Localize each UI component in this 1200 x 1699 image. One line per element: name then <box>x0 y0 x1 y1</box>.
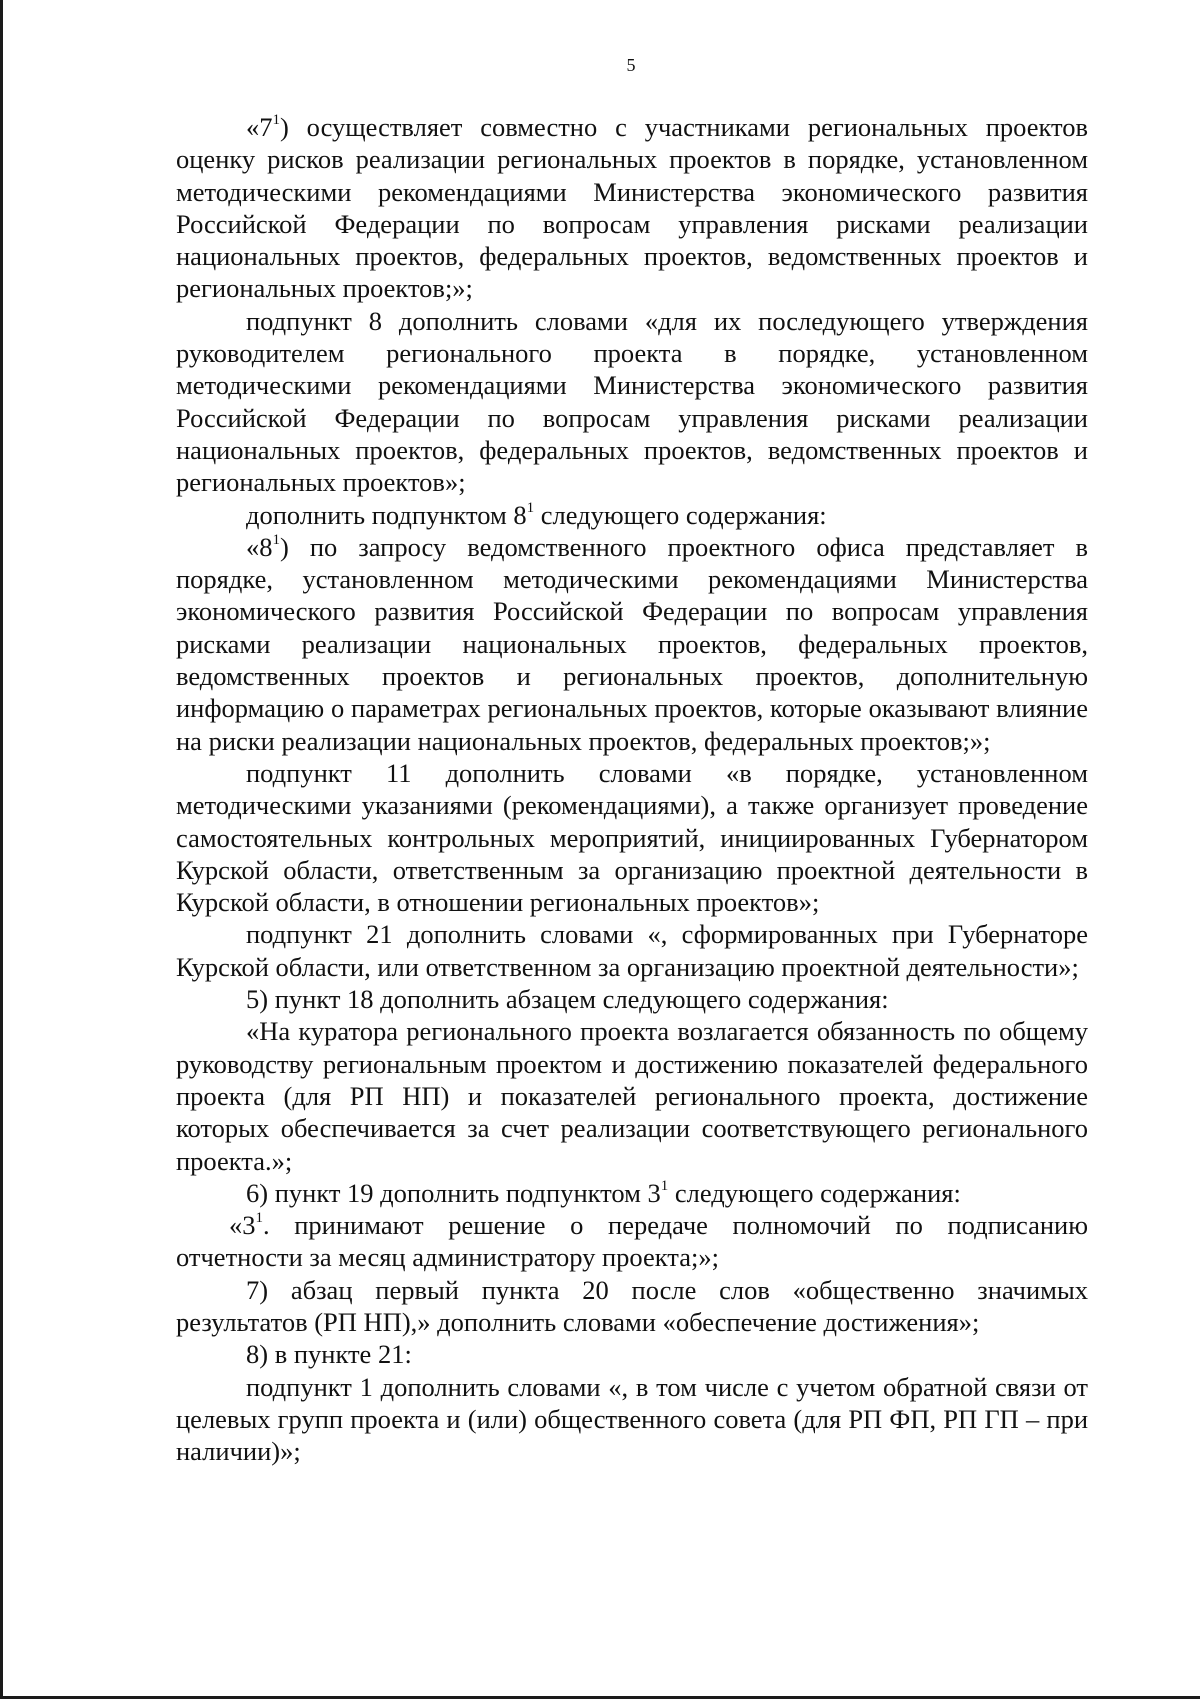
paragraph-curator: «На куратора регионального проекта возлагается обязанность по общему руководству региональным проектом и достижению показателей федерального проекта (для РП НП) и показателей регионального проекта, достижение которых обеспечивается за счет реализации соответствующего регионального проекта.»; <box>176 1016 1088 1176</box>
superscript: 1 <box>255 1210 263 1227</box>
document-body <box>176 111 1088 1467</box>
superscript: 1 <box>272 112 280 129</box>
paragraph-8-1: «$8^1$) по запросу ведомственного проектного офиса представляет в порядке, установленном методическими рекомендациями Министерства экономического развития Российской Федерации по вопросам управления рисками реализации национальных проектов, федеральных проектов, ведомственных проектов и региональных проектов, дополнительную информацию о параметрах региональных проектов, которые оказывают влияние на риски реализации национальных проектов, федеральных проектов;»; <box>176 531 1088 756</box>
paragraph-subitem-8: подпункт 8 дополнить словами «для их последующего утверждения руководителем регионального проекта в порядке, установленном методическими рекомендациями Министерства экономического развития Российской Федерации по вопросам управления рисками реализации национальных проектов, федеральных проектов, ведомственных проектов и региональных проектов»; <box>176 305 1088 498</box>
paragraph-subitem-21: подпункт 21 дополнить словами «, сформированных при Губернаторе Курской области, или ответственном за организацию проектной деятельности»; <box>176 919 1088 982</box>
paragraph-subitem-1: подпункт 1 дополнить словами «, в том числе с учетом обратной связи от целевых групп проекта и (или) общественного совета (для РП ФП, РП ГП – при наличии)»; <box>176 1371 1088 1467</box>
paragraph-item-8: 8) в пункте 21: <box>246 1339 412 1370</box>
superscript: 1 <box>660 1177 669 1194</box>
paragraph-item-6: 6) пункт 19 дополнить подпунктом $3^1$ следующего содержания: <box>246 1177 961 1208</box>
paragraph-item-7: 7) абзац первый пункта 20 после слов «общественно значимых результатов (РП НП),» дополнить словами «обеспечение достижения»; <box>176 1274 1088 1337</box>
scan-edge-left <box>0 0 3 1699</box>
paragraph-item-5: 5) пункт 18 дополнить абзацем следующего содержания: <box>246 984 889 1015</box>
superscript: 1 <box>272 532 280 549</box>
paragraph-7-1: «$7^1$) осуществляет совместно с участниками региональных проектов оценку рисков реализации региональных проектов в порядке, установленном методическими рекомендациями Министерства экономического развития Российской Федерации по вопросам управления рисками реализации национальных проектов, федеральных проектов, ведомственных проектов и региональных проектов;»; <box>176 112 1088 304</box>
paragraph-add-subitem-8-1: дополнить подпунктом $8^1$ следующего содержания: <box>246 499 827 530</box>
superscript: 1 <box>526 499 535 516</box>
page-number: 5 <box>626 55 636 75</box>
paragraph-subitem-11: подпункт 11 дополнить словами «в порядке, установленном методическими указаниями (рекомендациями), а также организует проведение самостоятельных контрольных мероприятий, инициированных Губернатором Курской области, ответственным за организацию проектной деятельности в Курской области, в отношении региональных проектов»; <box>176 757 1088 918</box>
paragraph-3-1: «$3^1$. принимают решение о передаче полномочий по подписанию отчетности за месяц администратору проекта;»; <box>176 1210 1088 1273</box>
